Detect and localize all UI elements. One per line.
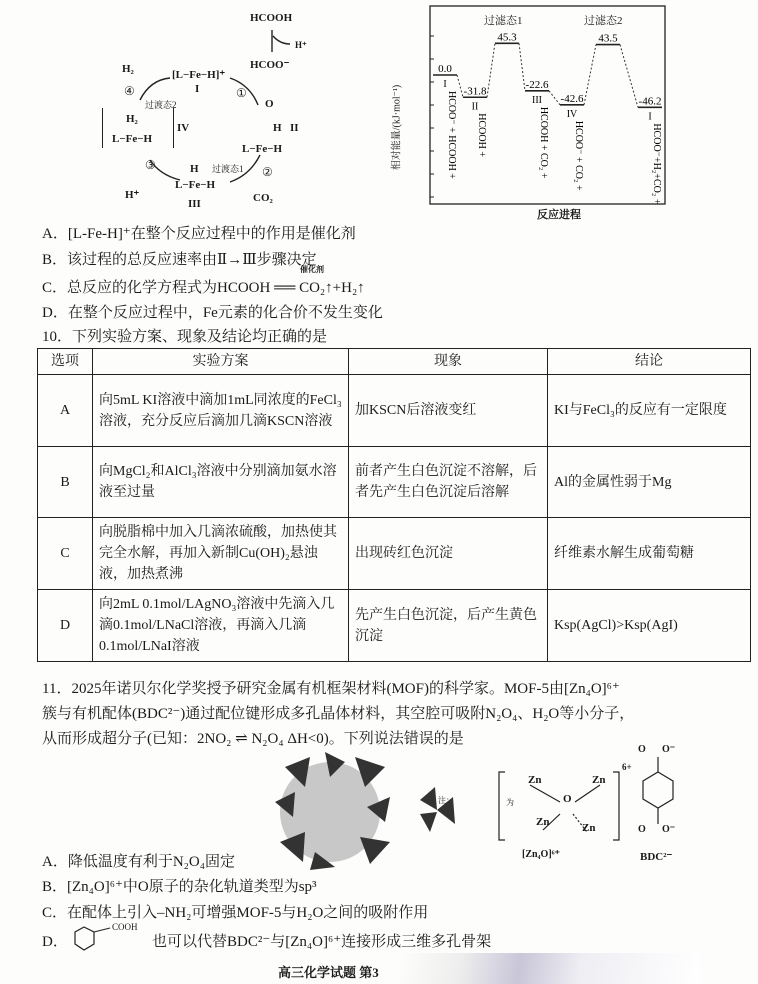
header-plan: 实验方案 — [93, 349, 349, 375]
energy-value: 45.3 — [497, 31, 517, 44]
mof-structure-image — [275, 752, 695, 870]
species-label: HCOOH + CO₂ + — [538, 106, 549, 179]
table-row — [38, 518, 751, 590]
energy-plot — [400, 0, 700, 222]
q11-option-c: C．在配体上引入–NH₂可增强MOF-5与H₂O之间的吸附作用 — [42, 905, 429, 921]
energy-value: -46.2 — [638, 95, 662, 108]
q11-line-1: 11．2025年诺贝尔化学奖授予研究金属有机框架材料(MOF)的科学家。MOF-5由[Zn₄O]⁶⁺ — [42, 681, 620, 697]
table-header — [38, 349, 751, 375]
zn-atom: Zn — [582, 822, 596, 834]
q11-line-3: 从而形成超分子(已知：2NO₂ ⇌ N₂O₄ ΔH<0)。下列说法错误的是 — [42, 731, 464, 747]
table-row — [38, 375, 751, 447]
species-4-label: IV — [177, 122, 190, 134]
q9-option-b: B．该过程的总反应速率由Ⅱ→Ⅲ步骤决定 — [42, 252, 317, 268]
cell: KI与FeCl₃的反应有一定限度 — [548, 375, 751, 447]
q9-option-c: C．总反应的化学方程式为HCOOH ══ CO₂↑+H₂↑ — [42, 280, 365, 296]
benzene-ring-icon — [72, 924, 112, 954]
step-1: ① — [236, 86, 247, 100]
cell: C — [38, 518, 93, 590]
species-3-label: III — [188, 198, 201, 210]
hcoo-label: HCOO⁻ — [250, 59, 290, 71]
q11-line-2: 簇与有机配体(BDC²⁻)通过配位键形成多孔晶体材料，其空腔可吸附N₂O₄、H₂O等小分子， — [42, 706, 635, 722]
energy-value: -42.6 — [560, 92, 584, 105]
bdc-o: O — [638, 744, 646, 755]
ts2-title: 过滤态2 — [584, 15, 623, 27]
species-4: L−Fe−H — [112, 133, 153, 145]
cell: Al的金属性弱于Mg — [548, 447, 751, 518]
connector-line — [519, 43, 525, 91]
energy-value: 0.0 — [438, 63, 452, 75]
step-2: ② — [262, 165, 273, 179]
intermediate-label: II — [471, 101, 479, 113]
cell: 向MgCl₂和AlCl₃溶液中分别滴加氨水溶液至过量 — [93, 447, 349, 518]
wei-label: 为 — [506, 798, 514, 807]
note-label: 注： — [438, 796, 454, 805]
cooh-label: COOH — [112, 922, 138, 932]
cell: A — [38, 375, 93, 447]
species-label: HCOO⁻+H₂+CO₂ + — [651, 123, 662, 205]
energy-value: -22.6 — [525, 78, 549, 91]
cell: D — [38, 590, 93, 662]
bdc-o: O — [638, 824, 646, 835]
species-3-h: H — [190, 163, 199, 175]
cell: 向2mL 0.1mol/LAgNO₃溶液中先滴入几滴0.1mol/LNaCl溶液，再滴入几滴0.1mol/LNaI溶液 — [93, 590, 349, 662]
zn-atom: Zn — [528, 774, 542, 786]
h-plus-label: H⁺ — [295, 40, 307, 50]
cell: 加KSCN后溶液变红 — [349, 375, 548, 447]
q10-stem: 10．下列实验方案、现象及结论均正确的是 — [42, 329, 328, 345]
q9-option-d: D．在整个反应过程中，Fe元素的化合价不发生变化 — [42, 305, 383, 321]
q11-option-d: D． — [42, 934, 68, 950]
charge-label: 6+ — [622, 762, 632, 772]
ts1-title: 过滤态1 — [484, 15, 523, 27]
connector-line — [584, 45, 596, 105]
co2-label: CO₂ — [253, 192, 273, 204]
cell: 向脱脂棉中加入几滴浓硫酸，加热使其完全水解，再加入新制Cu(OH)₂悬浊液，加热煮沸 — [93, 518, 349, 590]
intermediate-label: I — [443, 79, 447, 90]
watermark-overlay — [400, 953, 700, 984]
species-1-label: I — [195, 83, 200, 95]
species-2-label: II — [290, 122, 299, 134]
species-2: L−Fe−H — [242, 143, 283, 155]
bdc-label: BDC²⁻ — [640, 851, 673, 863]
header-phenomenon: 现象 — [349, 349, 548, 375]
step-4: ④ — [124, 84, 135, 98]
header-conclusion: 结论 — [548, 349, 751, 375]
q11-option-a: A．降低温度有利于N₂O₄固定 — [42, 854, 235, 870]
x-axis-label: 反应进程 — [537, 209, 581, 221]
species-label: HCOO⁻ + CO₂ + — [573, 120, 584, 191]
cell: 前者产生白色沉淀不溶解，后者先产生白色沉淀后溶解 — [349, 447, 548, 518]
connector-line — [620, 45, 638, 108]
q9-option-a: A．[L-Fe-H]⁺在整个反应过程中的作用是催化剂 — [42, 226, 356, 242]
species-label: HCOO⁻ + HCOOH + — [446, 91, 457, 179]
species-4-bracket — [102, 108, 174, 148]
ts2-label: 过渡态2 — [145, 100, 177, 110]
species-label: HCOOH + — [476, 113, 487, 157]
h2-product-label: H₂ — [122, 63, 134, 75]
bdc-ominus: O⁻ — [662, 824, 676, 835]
connector-line — [487, 43, 495, 97]
cell: 向5mL KI溶液中滴加1mL同浓度的FeCl₃溶液，充分反应后滴加几滴KSCN溶液 — [93, 375, 349, 447]
intermediate-label: III — [532, 94, 542, 106]
energy-value: 43.5 — [598, 32, 618, 45]
q11-option-b: B．[Zn₄O]⁶⁺中O原子的杂化轨道类型为sp³ — [42, 879, 317, 895]
ts1-label: 过渡态1 — [212, 164, 244, 174]
q10-table — [37, 348, 751, 662]
zn-atom: Zn — [536, 816, 550, 828]
y-axis-label: 相对能量/(kJ·mol⁻¹) — [391, 84, 403, 171]
connector-line — [549, 91, 560, 105]
zn4o-label: [Zn₄O]⁶⁺ — [522, 849, 560, 860]
species-3: L−Fe−H — [175, 179, 216, 191]
cell: 先产生白色沉淀，后产生黄色沉淀 — [349, 590, 548, 662]
o-atom: O — [563, 793, 572, 805]
zn-atom: Zn — [592, 774, 606, 786]
intermediate-label: IV — [566, 108, 578, 120]
bdc-ominus: O⁻ — [662, 744, 676, 755]
hcooh-label: HCOOH — [250, 12, 293, 24]
species-1: [L−Fe−H]⁺ — [172, 69, 226, 81]
cell: Ksp(AgCl)>Ksp(AgI) — [548, 590, 751, 662]
header-option: 选项 — [38, 349, 93, 375]
cell: B — [38, 447, 93, 518]
intermediate-label: I — [648, 111, 652, 123]
h-plus-in-label: H⁺ — [125, 189, 140, 201]
cell: 纤维素水解生成葡萄糖 — [548, 518, 751, 590]
energy-value: -31.8 — [463, 85, 487, 98]
table-row — [38, 590, 751, 662]
species-2-h: H — [273, 122, 282, 134]
table-row — [38, 447, 751, 518]
species-2-o: O — [265, 98, 274, 110]
species-4-h2: H₂ — [126, 113, 138, 125]
catalyst-label: 催化剂 — [300, 265, 324, 274]
cell: 出现砖红色沉淀 — [349, 518, 548, 590]
step-3: ③ — [145, 158, 156, 172]
page-footer: 高三化学试题 第3 — [278, 965, 379, 980]
q11-option-d-text: 也可以代替BDC²⁻与[Zn₄O]⁶⁺连接形成三维多孔骨架 — [152, 934, 492, 950]
